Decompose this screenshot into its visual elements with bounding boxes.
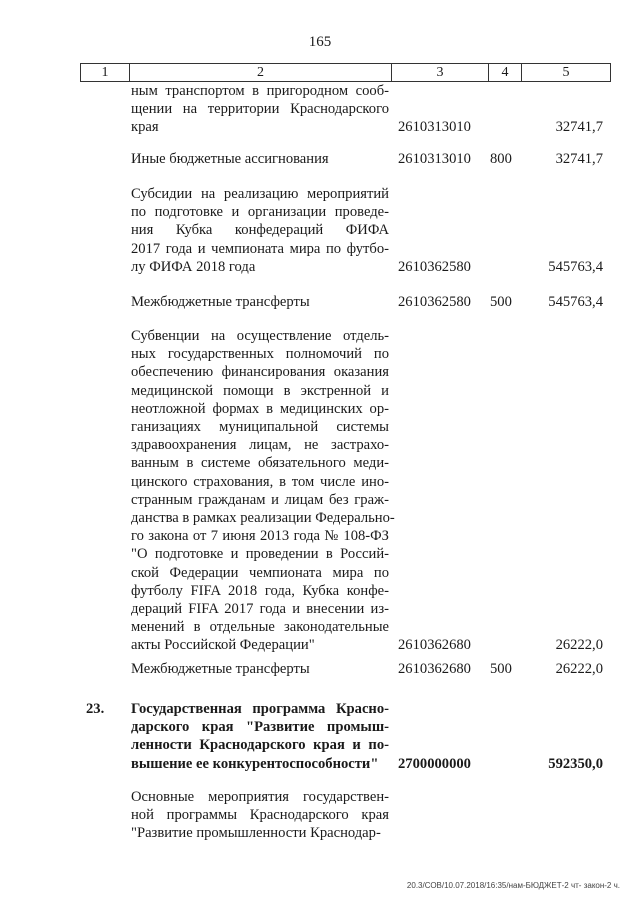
item-name-line: ганизациях муниципальной системы — [131, 419, 389, 436]
item-name — [131, 788, 389, 843]
item-name — [131, 327, 395, 655]
item-name-line: ванным в системе обязательного меди- — [131, 455, 389, 472]
amount-value: 592350,0 — [548, 755, 603, 772]
item-name-line: вышение ее конкурентоспособности" — [131, 755, 379, 772]
item-name-line: дераций FIFA 2017 года и внесении из- — [131, 601, 389, 618]
item-name-line: 2017 года и чемпионата мира по футбо- — [131, 240, 389, 257]
item-name-line: цинского страхования, в том числе ино- — [131, 473, 389, 490]
amount-value: 545763,4 — [548, 258, 603, 275]
item-name-line: менений в отдельные законодательные — [131, 619, 389, 636]
item-number: 23. — [86, 701, 105, 717]
item-name-line: неотложной формах в медицинских ор- — [131, 400, 389, 417]
item-name-line: края — [131, 119, 159, 136]
item-name-line: ской Федерации чемпионата мира по — [131, 564, 389, 581]
amount-value: 545763,4 — [548, 294, 603, 310]
expense-type-code: 500 — [490, 294, 512, 310]
column-header-5: 5 — [522, 64, 611, 82]
item-name-line: Межбюджетные трансферты — [131, 661, 310, 677]
target-article-code: 2610362680 — [398, 661, 471, 677]
item-name-line: дарского края "Развитие промыш- — [131, 719, 389, 736]
item-name-line: Межбюджетные трансферты — [131, 294, 310, 310]
item-name-line: "Развитие промышленности Краснодар- — [131, 825, 381, 842]
column-header-4: 4 — [489, 64, 522, 82]
item-name-line: медицинской помощи в экстренной и — [131, 382, 389, 399]
amount-value: 32741,7 — [555, 151, 603, 167]
target-article-code: 2610362580 — [398, 258, 471, 275]
target-article-code: 2610313010 — [398, 151, 471, 167]
item-name-line: лу ФИФА 2018 года — [131, 258, 256, 275]
item-name — [131, 185, 389, 276]
item-name — [131, 82, 389, 137]
column-header-table — [80, 63, 611, 82]
item-name-line: щении на территории Краснодарского — [131, 101, 389, 118]
item-name — [131, 150, 389, 168]
expense-type-code: 500 — [490, 661, 512, 677]
amount-value: 26222,0 — [555, 637, 603, 654]
item-name-line: ния Кубка конфедераций ФИФА — [131, 222, 389, 239]
item-name-line: "О подготовке и проведении в Россий- — [131, 546, 389, 563]
amount-value: 32741,7 — [555, 119, 603, 136]
target-article-code: 2610313010 — [398, 119, 471, 136]
item-name-line: данства в рамках реализации Федерально- — [131, 510, 395, 527]
item-name-line: здравоохранения лицам, не застрахо- — [131, 437, 389, 454]
item-name — [131, 660, 389, 678]
item-name-line: ной программы Краснодарского края — [131, 807, 389, 824]
item-name-line: Основные мероприятия государствен- — [131, 789, 389, 805]
expense-type-code: 800 — [490, 151, 512, 167]
column-header-2: 2 — [130, 64, 392, 82]
target-article-code: 2610362580 — [398, 294, 471, 310]
item-name-line: по подготовке и организации проведе- — [131, 204, 389, 221]
item-name-line: акты Российской Федерации" — [131, 637, 315, 654]
item-name — [131, 293, 389, 311]
column-header-3: 3 — [392, 64, 489, 82]
item-name-line: Субвенции на осуществление отдель- — [131, 328, 389, 344]
footer-stamp: 20.3/СОВ/10.07.2018/16:35/нам-БЮДЖЕТ-2 чт- закон-2 ч. — [406, 881, 620, 890]
item-name-line: обеспечению финансирования оказания — [131, 364, 389, 381]
target-article-code: 2700000000 — [398, 755, 471, 772]
item-name-line: ным транспортом в пригородном сооб- — [131, 83, 389, 99]
target-article-code: 2610362680 — [398, 637, 471, 654]
amount-value: 26222,0 — [555, 661, 603, 677]
item-name-line: странным гражданам и лицам без граж- — [131, 491, 389, 508]
item-name — [131, 700, 389, 773]
item-name-line: го закона от 7 июня 2013 года № 108-ФЗ — [131, 528, 389, 545]
item-name-line: Государственная программа Красно- — [131, 701, 389, 717]
page-number: 165 — [308, 34, 332, 50]
item-name-line: Субсидии на реализацию мероприятий — [131, 186, 389, 202]
item-name-line: Иные бюджетные ассигнования — [131, 151, 329, 167]
item-name-line: ленности Краснодарского края и по- — [131, 737, 389, 754]
item-name-line: ных государственных полномочий по — [131, 346, 389, 363]
item-name-line: футболу FIFA 2018 года, Кубка конфе- — [131, 582, 389, 599]
column-header-1: 1 — [81, 64, 130, 82]
